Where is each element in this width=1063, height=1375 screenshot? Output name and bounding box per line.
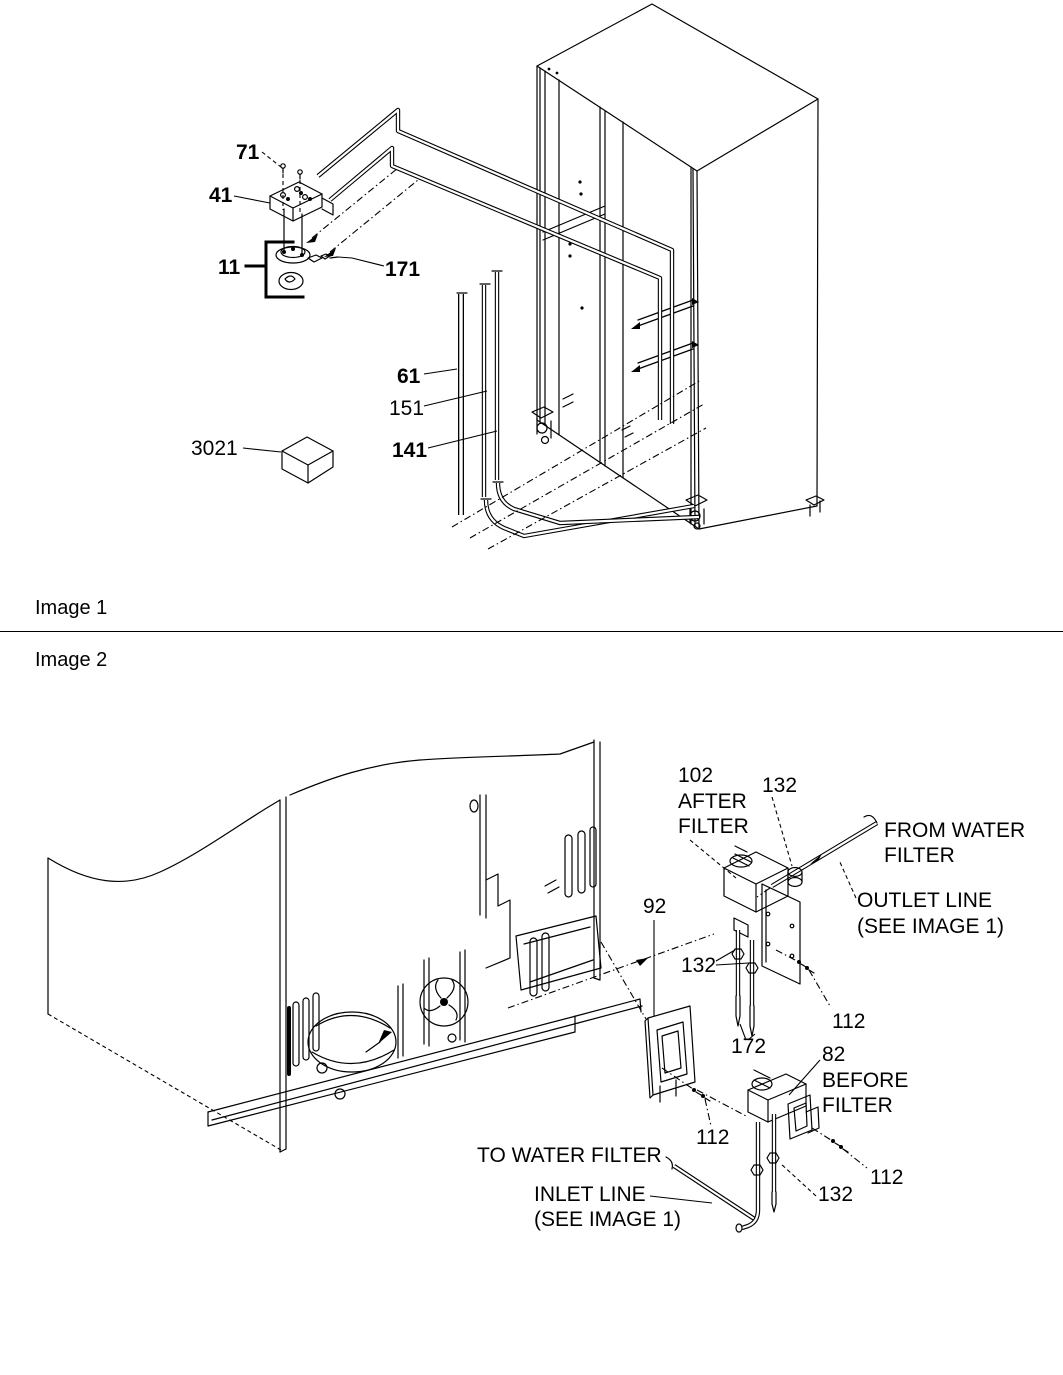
image2-caption: Image 2 bbox=[35, 649, 108, 671]
water-valve-assembly bbox=[246, 164, 338, 297]
drawer-rail-upper bbox=[631, 298, 699, 329]
image1-diagram bbox=[0, 0, 1063, 631]
from-water-line2: FILTER bbox=[884, 844, 955, 867]
kit-box-3021 bbox=[282, 437, 333, 483]
part-ref-3021: 3021 bbox=[191, 437, 238, 460]
water-tubing bbox=[306, 110, 706, 549]
fitting-171 bbox=[308, 254, 338, 262]
part-ref-132-mid: 132 bbox=[681, 954, 717, 977]
filter-word-before: FILTER bbox=[822, 1094, 893, 1117]
mounting-bracket-92 bbox=[645, 1006, 695, 1102]
part-ref-41: 41 bbox=[209, 184, 233, 207]
outlet-see-image1: (SEE IMAGE 1) bbox=[857, 915, 1005, 938]
inlet-line-label: INLET LINE bbox=[534, 1183, 646, 1206]
part-ref-112-b: 112 bbox=[696, 1126, 730, 1149]
outlet-line-label: OUTLET LINE bbox=[857, 889, 992, 912]
left-roller bbox=[532, 407, 553, 444]
part-ref-141: 141 bbox=[392, 439, 428, 462]
image1-caption: Image 1 bbox=[35, 597, 108, 619]
from-water-line1: FROM WATER bbox=[884, 819, 1026, 842]
part-ref-132-bottom: 132 bbox=[818, 1183, 854, 1206]
machine-compartment bbox=[208, 950, 642, 1126]
part-ref-92: 92 bbox=[643, 895, 667, 918]
drawer-rail-lower bbox=[631, 341, 699, 372]
part-ref-71: 71 bbox=[236, 141, 260, 164]
refrigerator-cabinet bbox=[532, 4, 824, 529]
to-water-filter-label: TO WATER FILTER bbox=[477, 1144, 662, 1167]
front-roller bbox=[686, 495, 707, 529]
part-ref-112-c: 112 bbox=[870, 1166, 904, 1189]
image2-diagram bbox=[0, 632, 1063, 1375]
part-ref-112-a: 112 bbox=[832, 1010, 866, 1033]
part-ref-102: 102 bbox=[678, 764, 714, 787]
part-ref-151: 151 bbox=[389, 397, 425, 420]
before-filter-valve bbox=[736, 1070, 819, 1232]
part-ref-132-top: 132 bbox=[762, 774, 798, 797]
before-word: BEFORE bbox=[822, 1069, 909, 1092]
filter-word-after: FILTER bbox=[678, 815, 749, 838]
part-ref-61: 61 bbox=[397, 365, 421, 388]
condenser-fan bbox=[420, 950, 468, 1046]
connector-lines bbox=[508, 888, 867, 1168]
part-ref-172: 172 bbox=[731, 1035, 767, 1058]
inlet-see-image1: (SEE IMAGE 1) bbox=[534, 1208, 682, 1231]
compressor bbox=[308, 1012, 456, 1099]
part-ref-11: 11 bbox=[218, 256, 241, 279]
leader-lines bbox=[234, 152, 497, 452]
part-ref-82: 82 bbox=[822, 1043, 846, 1066]
part-ref-171: 171 bbox=[385, 258, 421, 281]
after-word: AFTER bbox=[678, 790, 747, 813]
